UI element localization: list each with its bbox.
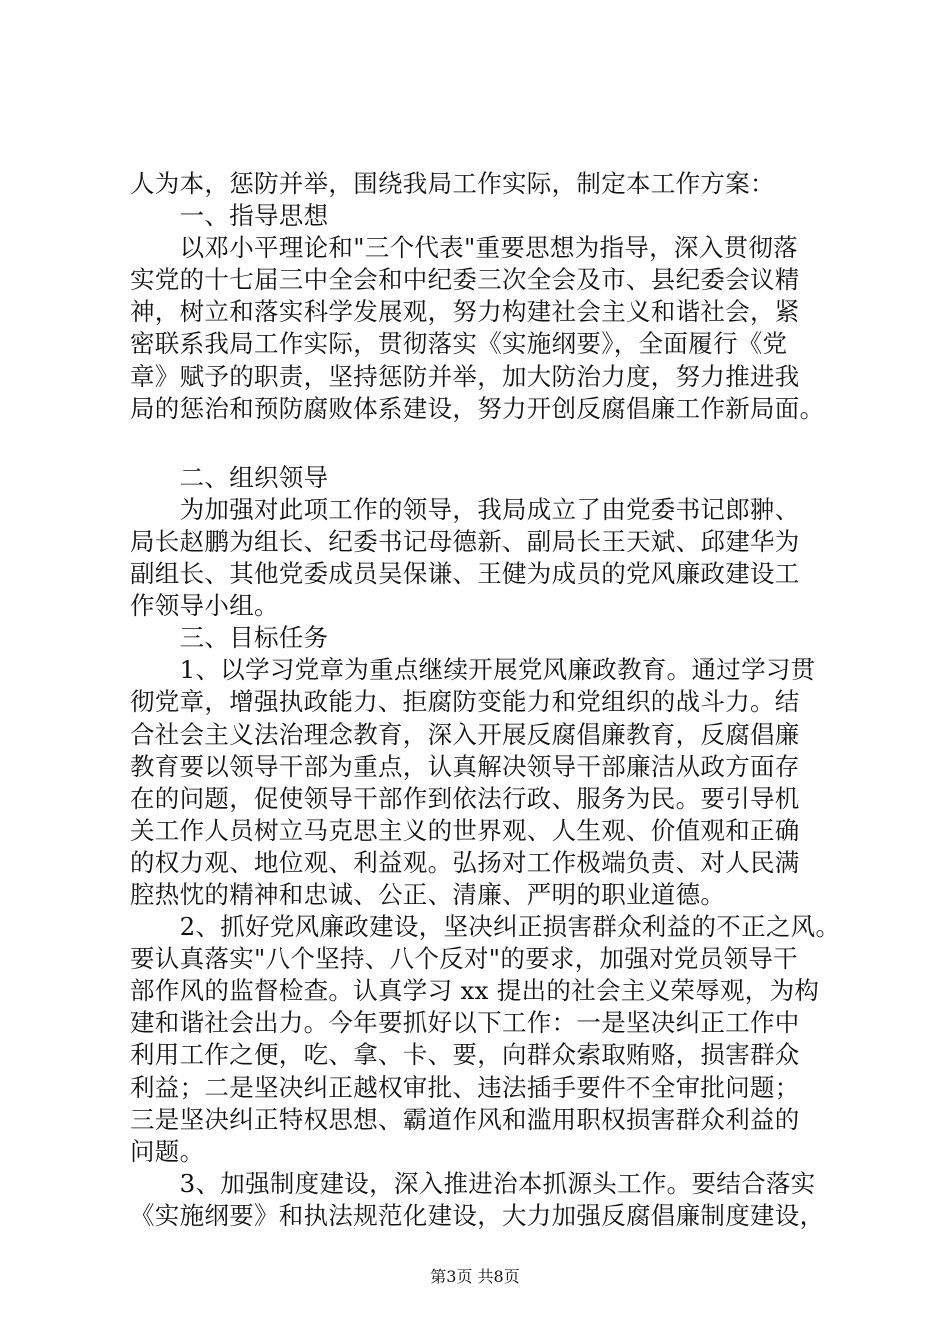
text-line: 3、加强制度建设，深入推进治本抓源头工作。要结合落实 [130, 1168, 816, 1198]
text-line: 的权力观、地位观、利益观。弘扬对工作极端负责、对人民满 [130, 847, 800, 877]
text-line: 局的惩治和预防腐败体系建设，努力开创反腐倡廉工作新局面。 [130, 393, 825, 423]
document-body [130, 168, 841, 1232]
section-organization-and-tasks [130, 462, 841, 1232]
text-line: 作领导小组。 [130, 591, 279, 621]
text-line: 利益；二是坚决纠正越权审批、违法插手要件不全审批问题； [130, 1072, 800, 1102]
text-line: 彻党章，增强执政能力、拒腐防变能力和党组织的战斗力。结 [130, 687, 800, 717]
text-line: 二、组织领导 [130, 462, 329, 492]
text-line: 1、以学习党章为重点继续开展党风廉政教育。通过学习贯 [130, 655, 816, 685]
text-line: 三、目标任务 [130, 623, 329, 653]
text-line: 局长赵鹏为组长、纪委书记母德新、副局长王天斌、邱建华为 [130, 526, 800, 556]
text-line: 一、指导思想 [130, 201, 329, 231]
section-guiding-ideology [130, 168, 830, 425]
text-line: 建和谐社会出力。今年要抓好以下工作：一是坚决纠正工作中 [130, 1008, 800, 1038]
text-line: 实党的十七届三中全会和中纪委三次全会及市、县纪委会议精 [130, 265, 800, 295]
text-line: 以邓小平理论和"三个代表"重要思想为指导，深入贯彻落 [130, 233, 798, 263]
page-footer: 第3页 共8页 [430, 1267, 520, 1286]
text-line: 利用工作之便，吃、拿、卡、要，向群众索取贿赂，损害群众 [130, 1040, 800, 1070]
text-line: 为加强对此项工作的领导，我局成立了由党委书记郎翀、 [130, 494, 800, 524]
text-line: 要认真落实"八个坚持、八个反对"的要求，加强对党员领导干 [130, 944, 798, 974]
text-line: 关工作人员树立马克思主义的世界观、人生观、价值观和正确 [130, 815, 800, 845]
text-line: 密联系我局工作实际，贯彻落实《实施纲要》，全面履行《党 [130, 329, 788, 359]
text-line: 神，树立和落实科学发展观，努力构建社会主义和谐社会，紧 [130, 297, 800, 327]
text-line: 在的问题，促使领导干部作到依法行政、服务为民。要引导机 [130, 783, 800, 813]
text-line: 2、抓好党风廉政建设，坚决纠正损害群众利益的不正之风。 [130, 912, 841, 942]
text-line: 《实施纲要》和执法规范化建设，大力加强反腐倡廉制度建设， [130, 1200, 825, 1230]
text-line: 副组长、其他党委成员吴保谦、王健为成员的党风廉政建设工 [130, 559, 800, 589]
paragraph-gap [130, 425, 830, 462]
text-line: 教育要以领导干部为重点，认真解决领导干部廉洁从政方面存 [130, 751, 800, 781]
text-line: 三是坚决纠正特权思想、霸道作风和滥用职权损害群众利益的 [130, 1104, 800, 1134]
text-line: 章》赋予的职责，坚持惩防并举，加大防治力度，努力推进我 [130, 361, 800, 391]
text-line: 人为本，惩防并举，围绕我局工作实际，制定本工作方案： [130, 169, 775, 198]
text-line: 部作风的监督检查。认真学习 xx 提出的社会主义荣辱观，为构 [130, 976, 820, 1006]
text-line: 腔热忱的精神和忠诚、公正、清廉、严明的职业道德。 [130, 879, 726, 909]
text-line: 问题。 [130, 1136, 205, 1166]
text-line: 合社会主义法治理念教育，深入开展反腐倡廉教育，反腐倡廉 [130, 719, 800, 749]
